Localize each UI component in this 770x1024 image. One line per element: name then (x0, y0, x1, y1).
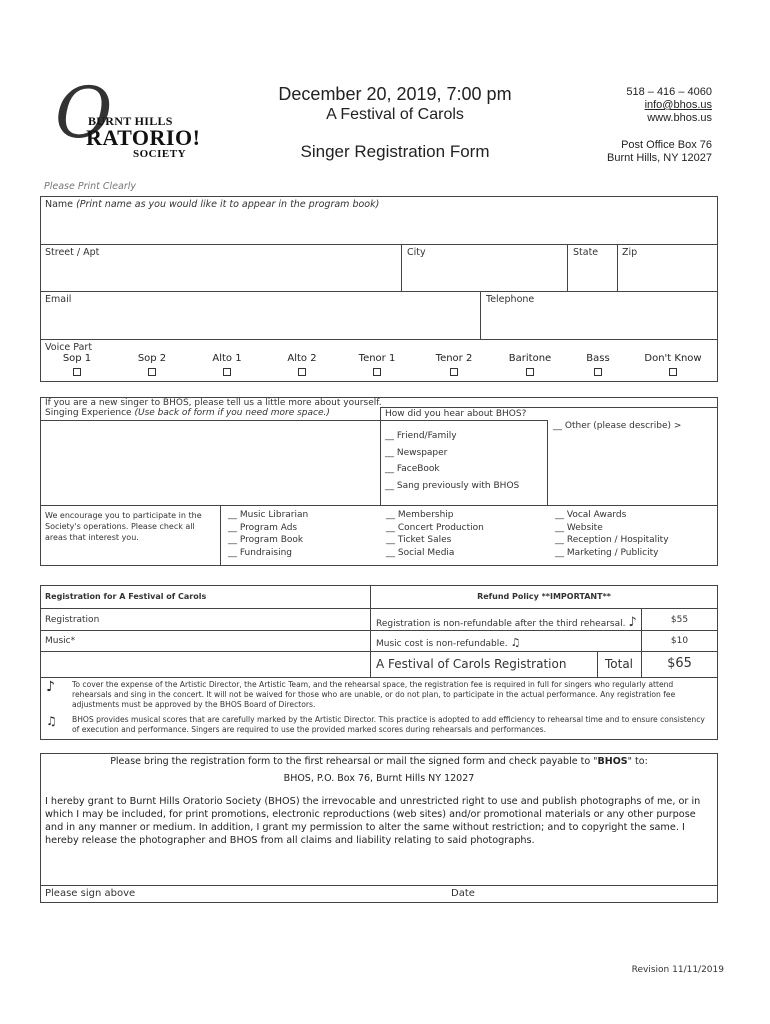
interest-option-label: Website (566, 522, 603, 533)
name-note: (Print name as you would like it to appear in the program book) (76, 199, 380, 210)
voice-option-label: Sop 1 (62, 353, 92, 364)
total-word: Total (604, 657, 634, 671)
blank-line: __ (385, 431, 397, 441)
hear-about-title: How did you hear about BHOS? (385, 409, 527, 419)
logo-initial: O (55, 72, 113, 154)
total-label: A Festival of Carols Registration (376, 657, 567, 671)
voice-option-label: Baritone (508, 353, 552, 364)
registration-label: Registration (45, 615, 100, 625)
registration-amount: $55 (670, 615, 689, 625)
divider (480, 291, 481, 339)
blank-line: __ (386, 535, 398, 545)
voice-checkbox[interactable] (669, 368, 677, 376)
name-label: Name (45, 199, 74, 210)
voice-checkbox[interactable] (526, 368, 534, 376)
signature-field[interactable]: Please sign above (45, 888, 136, 899)
hear-other-option[interactable]: __ Other (please describe) > (553, 421, 682, 431)
interest-option[interactable] (386, 510, 454, 520)
interest-option-label: Program Ads (239, 522, 298, 533)
zip-field[interactable]: Zip (622, 247, 638, 258)
divider (40, 608, 718, 609)
new-singer-intro: If you are a new singer to BHOS, please tell us a little more about yourself. (45, 398, 382, 408)
hear-option[interactable] (385, 464, 440, 474)
registration-title: Registration for A Festival of Carols (45, 592, 207, 601)
form-title: Singer Registration Form (300, 142, 490, 161)
name-field[interactable] (45, 199, 379, 210)
divider (567, 244, 568, 291)
blank-line: __ (555, 510, 567, 520)
divider (401, 244, 402, 291)
voice-option-label: Don't Know (644, 353, 702, 364)
hear-option-label: Newspaper (396, 447, 448, 458)
hear-option[interactable] (385, 448, 447, 458)
interest-option-label: Concert Production (397, 522, 484, 533)
bring-payee: BHOS (597, 756, 628, 767)
interest-option-label: Vocal Awards (566, 510, 627, 520)
telephone-field[interactable]: Telephone (486, 294, 535, 305)
event-date: December 20, 2019, 7:00 pm (278, 84, 512, 104)
voice-checkbox[interactable] (450, 368, 458, 376)
interest-option[interactable] (555, 510, 626, 520)
hear-option-label: Friend/Family (396, 431, 457, 441)
logo-line3: SOCIETY (133, 148, 187, 160)
hear-option[interactable] (385, 481, 519, 491)
interest-option-label: Membership (397, 510, 454, 520)
music-policy (376, 636, 520, 649)
singing-experience-text: Singing Experience (45, 408, 135, 418)
voice-option-label: Sop 2 (137, 353, 167, 364)
voice-checkbox[interactable] (373, 368, 381, 376)
bring-form-instruction (40, 756, 718, 767)
date-field[interactable]: Date (451, 888, 475, 899)
divider (40, 677, 718, 678)
logo-line2: RATORIO! (86, 125, 201, 150)
blank-line: __ (386, 547, 398, 558)
interest-option[interactable] (228, 523, 297, 533)
phone: 518 – 416 – 4060 (626, 86, 712, 98)
voice-option-label: Tenor 1 (358, 353, 396, 364)
revision-date: Revision 11/11/2019 (631, 965, 724, 975)
hear-option-label: FaceBook (396, 464, 440, 474)
singing-experience-label (45, 408, 330, 418)
encourage-text: We encourage you to participate in the Society's operations. Please check all areas that interest you. (45, 511, 202, 542)
divider (40, 505, 718, 506)
blank-line: __ (228, 510, 240, 520)
print-clearly-note: Please Print Clearly (44, 181, 136, 192)
registration-policy-text: Registration is non-refundable after the third rehearsal. (376, 619, 626, 629)
divider (380, 407, 381, 505)
signature-line (40, 885, 718, 886)
eighth-note-icon: ♪ (628, 615, 637, 630)
interest-option-label: Music Librarian (239, 510, 309, 520)
divider (40, 291, 718, 292)
divider (40, 651, 718, 652)
eighth-note-icon: ♪ (46, 679, 55, 695)
city-state: Burnt Hills, NY 12027 (607, 152, 712, 164)
bring-text-end: " to: (627, 756, 648, 767)
logo-line1: BURNT HILLS (88, 114, 173, 128)
mailing-address: BHOS, P.O. Box 76, Burnt Hills NY 12027 (283, 773, 475, 784)
street-field[interactable]: Street / Apt (45, 247, 100, 258)
refund-policy-title: Refund Policy **IMPORTANT** (477, 592, 611, 601)
blank-line: __ (555, 522, 567, 533)
interest-option-label: Ticket Sales (397, 535, 452, 545)
voice-option-label: Alto 1 (212, 353, 242, 364)
divider (40, 630, 718, 631)
blank-line: __ (555, 535, 567, 545)
divider (40, 420, 380, 421)
music-policy-text: Music cost is non-refundable. (376, 639, 508, 649)
po-box: Post Office Box 76 (621, 139, 712, 151)
blank-line: __ (385, 464, 397, 474)
blank-line: __ (386, 522, 398, 533)
voice-checkbox[interactable] (73, 368, 81, 376)
divider (380, 420, 547, 421)
divider (380, 407, 718, 408)
voice-option-label: Tenor 2 (435, 353, 473, 364)
interest-option-label: Reception / Hospitality (566, 535, 669, 545)
music-label: Music* (45, 636, 76, 646)
photo-release-text: I hereby grant to Burnt Hills Oratorio Society (BHOS) the irrevocable and unrestricted right to use and publish photographs of me, or in which I may be included, for print promotions, electronic reproductions (web sites) and/or promotional materials or any other purpose and in any manner or medium. In addition, I grant my permission to alter the same without restriction; and to copyright the same. I hereby release the photographer and BHOS from all claims and liability relating to said photographs. (45, 796, 701, 846)
beamed-notes-icon: ♫ (510, 636, 521, 649)
blank-line: __ (228, 522, 240, 533)
interest-option-label: Program Book (239, 535, 304, 545)
hear-option-label: Sang previously with BHOS (396, 480, 520, 491)
blank-line: __ (386, 510, 398, 520)
hear-other-label: Other (please describe) > (564, 421, 682, 431)
voice-part-label: Voice Part (45, 342, 93, 353)
interest-option[interactable] (386, 523, 484, 533)
event-title: A Festival of Carols (326, 106, 464, 123)
bring-text: Please bring the registration form to the first rehearsal or mail the signed form and check payable to " (110, 756, 598, 767)
voice-option-label: Alto 2 (287, 353, 317, 364)
state-field[interactable]: State (573, 247, 599, 258)
divider (220, 505, 221, 566)
interest-option[interactable] (228, 510, 308, 520)
bhos-logo (55, 72, 205, 163)
blank-line: __ (228, 535, 240, 545)
interest-option[interactable] (555, 535, 669, 545)
total-amount: $65 (667, 656, 692, 671)
divider (547, 420, 548, 505)
scores-note: BHOS provides musical scores that are carefully marked by the Artistic Director. This practice is adopted to add efficiency to rehearsal time and to ensure consistency of execution and performance. Singers are required to use the provided marked scores during rehearsals and performances. (72, 715, 705, 734)
interest-option[interactable] (228, 548, 292, 558)
divider (617, 244, 618, 291)
voice-checkbox[interactable] (298, 368, 306, 376)
voice-checkbox[interactable] (148, 368, 156, 376)
web-link[interactable]: www.bhos.us (647, 112, 712, 124)
city-field[interactable]: City (407, 247, 426, 258)
email-field[interactable]: Email (45, 294, 72, 305)
interest-option[interactable] (386, 535, 451, 545)
interest-option[interactable] (555, 548, 658, 558)
interest-option-label: Marketing / Publicity (566, 547, 659, 558)
interest-option-label: Fundraising (239, 547, 293, 558)
beamed-notes-icon: ♫ (46, 714, 57, 728)
voice-checkbox[interactable] (594, 368, 602, 376)
email-link[interactable]: info@bhos.us (644, 99, 712, 111)
voice-option-label: Bass (586, 353, 610, 364)
interest-option[interactable] (555, 523, 603, 533)
blank-line: __ (555, 547, 567, 558)
music-amount: $10 (670, 636, 689, 646)
registration-policy (376, 615, 637, 630)
interest-option[interactable] (228, 535, 303, 545)
voice-checkbox[interactable] (223, 368, 231, 376)
interest-option[interactable] (386, 548, 454, 558)
blank-line: __ (228, 547, 240, 558)
hear-option[interactable] (385, 431, 457, 441)
singing-experience-note: (Use back of form if you need more space.) (134, 408, 330, 418)
blank-line: __ (385, 480, 397, 491)
divider (40, 339, 718, 340)
fee-note: To cover the expense of the Artistic Director, the Artistic Team, and the rehearsal space, the registration fee is required in full for singers who regularly attend rehearsals and sing in the concert. It will not be waived for those who are unable, or do not plan, to participate in the actual performance. Any registration fee adjustments must be approved by the BHOS Board of Directors. (72, 680, 676, 709)
blank-line: __ (385, 447, 397, 458)
interest-option-label: Social Media (397, 547, 455, 558)
